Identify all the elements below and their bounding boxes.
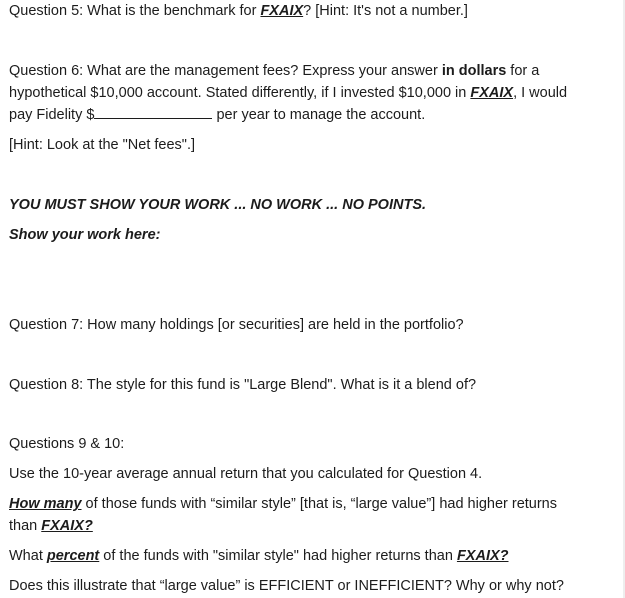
question-9-line-2 [9,515,93,537]
question-6-line-2 [9,82,567,104]
q5-prefix: Question 5: What is the benchmark for [9,3,261,19]
questions-9-10-heading: Questions 9 & 10: [9,436,125,452]
q6-l1-prefix: Question 6: What are the management fees? Express your answer [9,63,442,79]
question-8: Question 8: The style for this fund is "Large Blend". What is it a blend of? [9,377,477,393]
show-work-warning: YOU MUST SHOW YOUR WORK ... NO WORK ... NO POINTS. [9,197,427,213]
q5-suffix: ? [Hint: It's not a number.] [303,3,468,19]
show-work-label: Show your work here: [9,227,161,243]
q6-l2-suffix: , I would [513,85,568,101]
q6-hint-text: [Hint: Look at the "Net fees".] [9,137,196,153]
percent-emphasis: percent [46,548,100,564]
q6-fund-ticker: FXAIX [470,85,514,101]
q10-mid: of the funds with "similar style" had higher returns than [99,548,457,564]
q6-in-dollars: in dollars [441,63,507,79]
q6-l3-suffix: per year to manage the account. [212,107,426,123]
answer-blank[interactable] [94,104,212,119]
q5-fund-ticker: FXAIX [260,3,304,19]
q10-fund-ticker: FXAIX? [456,548,509,564]
q9-fund-ticker: FXAIX? [41,518,93,534]
q9-l2-prefix: than [9,518,42,534]
question-10 [9,545,509,567]
q9-l1-suffix: of those funds with “similar style” [that is, “large value”] had higher returns [81,496,557,512]
q6-l1-suffix: for a [506,63,540,79]
question-6-line-1 [9,60,539,82]
question-7: Question 7: How many holdings [or securities] are held in the portfolio? [9,317,464,333]
question-6-line-3 [9,104,425,126]
q6-l3-prefix: pay Fidelity $ [9,107,95,123]
question-9-line-1 [9,493,557,515]
question-5 [9,0,468,22]
q6-l2-prefix: hypothetical $10,000 account. Stated differently, if I invested $10,000 in [9,85,471,101]
efficiency-question: Does this illustrate that “large value” is EFFICIENT or INEFFICIENT? Why or why not? [9,578,564,594]
question-6-hint [9,134,195,156]
q10-prefix: What [9,548,47,564]
how-many-emphasis: How many [9,496,82,512]
questions-9-10-instruction: Use the 10-year average annual return that you calculated for Question 4. [9,466,483,482]
